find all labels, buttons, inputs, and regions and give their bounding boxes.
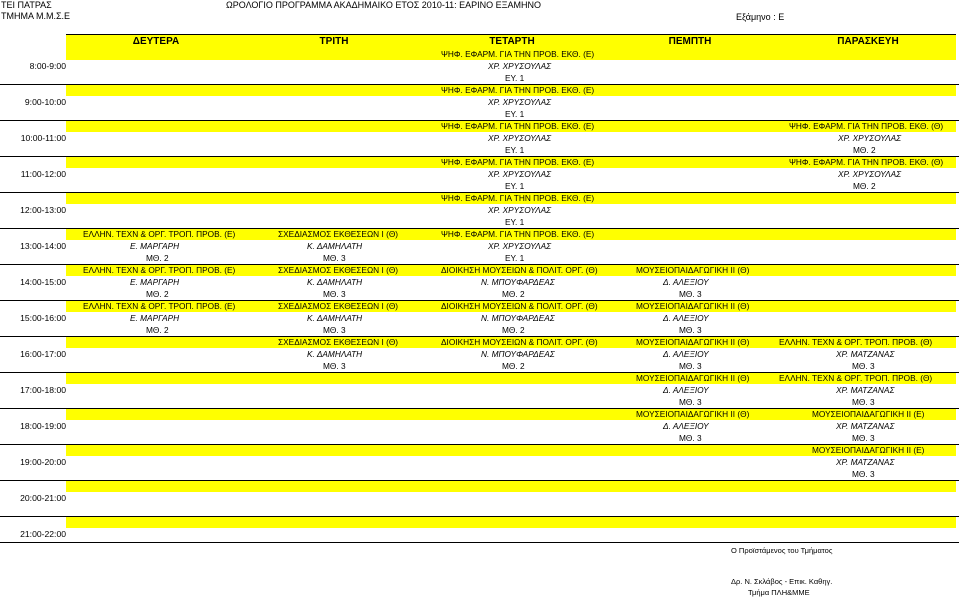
course-room: ΜΘ. 3 bbox=[679, 361, 702, 371]
course-instructor: ΧΡ. ΜΑΤΖΑΝΑΣ bbox=[836, 385, 895, 395]
course-instructor: ΧΡ. ΧΡΥΣΟΥΛΑΣ bbox=[488, 205, 552, 215]
course-room: ΜΘ. 2 bbox=[853, 181, 876, 191]
course-room: ΜΘ. 2 bbox=[502, 325, 525, 335]
course-room: ΕΥ. 1 bbox=[505, 73, 525, 83]
semester-label: Εξάμηνο : Ε bbox=[736, 12, 785, 22]
row-divider bbox=[0, 542, 959, 543]
course-instructor: Ε. ΜΑΡΓΑΡΗ bbox=[130, 313, 180, 323]
course-room: ΜΘ. 3 bbox=[852, 433, 875, 443]
course-room: ΜΘ. 3 bbox=[323, 361, 346, 371]
block-strip bbox=[66, 516, 956, 528]
course-title: ΜΟΥΣΕΙΟΠΑΙΔΑΓΩΓΙΚΗ ΙΙ (Θ) bbox=[636, 265, 750, 275]
course-title: ΨΗΦ. ΕΦΑΡΜ. ΓΙΑ ΤΗΝ ΠΡΟΒ. ΕΚΘ. (Θ) bbox=[789, 121, 944, 131]
course-title: ΨΗΦ. ΕΦΑΡΜ. ΓΙΑ ΤΗΝ ΠΡΟΒ. ΕΚΘ. (Ε) bbox=[441, 49, 595, 59]
course-instructor: Ν. ΜΠΟΥΦΑΡΔΕΑΣ bbox=[481, 349, 555, 359]
row-divider bbox=[0, 516, 959, 517]
course-instructor: ΧΡ. ΜΑΤΖΑΝΑΣ bbox=[836, 349, 895, 359]
time-slot: 9:00-10:00 bbox=[24, 97, 66, 107]
course-room: ΜΘ. 2 bbox=[146, 289, 169, 299]
course-instructor: Ν. ΜΠΟΥΦΑΡΔΕΑΣ bbox=[481, 277, 555, 287]
time-slot: 13:00-14:00 bbox=[20, 241, 66, 251]
time-slot: 19:00-20:00 bbox=[20, 457, 66, 467]
schedule-title: ΩΡΟΛΟΓΙΟ ΠΡΟΓΡΑΜΜΑ ΑΚΑΔΗΜΑΙΚΟ ΕΤΟΣ 2010-11: ΕΑΡΙΝΟ ΕΞΑΜΗΝΟ bbox=[226, 0, 542, 10]
time-slot: 11:00-12:00 bbox=[20, 169, 66, 179]
course-title: ΣΧΕΔΙΑΣΜΟΣ ΕΚΘΕΣΕΩΝ Ι (Θ) bbox=[278, 265, 399, 275]
course-instructor: Κ. ΔΑΜΗΛΑΤΗ bbox=[307, 313, 363, 323]
course-title: ΜΟΥΣΕΙΟΠΑΙΔΑΓΩΓΙΚΗ ΙΙ (Θ) bbox=[636, 337, 750, 347]
course-room: ΕΥ. 1 bbox=[505, 109, 525, 119]
course-title: ΣΧΕΔΙΑΣΜΟΣ ΕΚΘΕΣΕΩΝ Ι (Θ) bbox=[278, 337, 399, 347]
day-friday: ΠΑΡΑΣΚΕΥΗ bbox=[837, 36, 899, 47]
course-instructor: Ε. ΜΑΡΓΑΡΗ bbox=[130, 277, 180, 287]
course-room: ΜΘ. 3 bbox=[852, 397, 875, 407]
head-of-department-name: Δρ. Ν. Σκλάβος - Επικ. Καθηγ. bbox=[731, 577, 833, 586]
course-title: ΣΧΕΔΙΑΣΜΟΣ ΕΚΘΕΣΕΩΝ Ι (Θ) bbox=[278, 301, 399, 311]
course-title: ΨΗΦ. ΕΦΑΡΜ. ΓΙΑ ΤΗΝ ΠΡΟΒ. ΕΚΘ. (Ε) bbox=[441, 121, 595, 131]
course-title: ΕΛΛΗΝ. ΤΕΧΝ & ΟΡΓ. ΤΡΟΠ. ΠΡΟΒ. (Ε) bbox=[83, 301, 236, 311]
institution-name: ΤΕΙ ΠΑΤΡΑΣ bbox=[1, 0, 52, 10]
course-instructor: ΧΡ. ΜΑΤΖΑΝΑΣ bbox=[836, 421, 895, 431]
course-room: ΜΘ. 3 bbox=[323, 289, 346, 299]
course-instructor: Ν. ΜΠΟΥΦΑΡΔΕΑΣ bbox=[481, 313, 555, 323]
block-strip bbox=[66, 480, 956, 492]
course-instructor: ΧΡ. ΧΡΥΣΟΥΛΑΣ bbox=[488, 241, 552, 251]
course-instructor: Κ. ΔΑΜΗΛΑΤΗ bbox=[307, 277, 363, 287]
course-title: ΨΗΦ. ΕΦΑΡΜ. ΓΙΑ ΤΗΝ ΠΡΟΒ. ΕΚΘ. (Ε) bbox=[441, 229, 595, 239]
course-instructor: ΧΡ. ΧΡΥΣΟΥΛΑΣ bbox=[488, 97, 552, 107]
course-title: ΨΗΦ. ΕΦΑΡΜ. ΓΙΑ ΤΗΝ ΠΡΟΒ. ΕΚΘ. (Θ) bbox=[789, 157, 944, 167]
course-room: ΜΘ. 2 bbox=[146, 325, 169, 335]
course-title: ΜΟΥΣΕΙΟΠΑΙΔΑΓΩΓΙΚΗ ΙΙ (Ε) bbox=[812, 409, 925, 419]
day-wednesday: ΤΕΤΑΡΤΗ bbox=[489, 36, 535, 47]
course-title: ΨΗΦ. ΕΦΑΡΜ. ΓΙΑ ΤΗΝ ΠΡΟΒ. ΕΚΘ. (Ε) bbox=[441, 193, 595, 203]
course-instructor: ΧΡ. ΧΡΥΣΟΥΛΑΣ bbox=[838, 133, 902, 143]
time-slot: 12:00-13:00 bbox=[20, 205, 66, 215]
course-title: ΕΛΛΗΝ. ΤΕΧΝ & ΟΡΓ. ΤΡΟΠ. ΠΡΟΒ. (Ε) bbox=[83, 265, 236, 275]
day-header-bar bbox=[66, 34, 956, 48]
head-of-department-label: Ο Προϊστάμενος του Τμήματος bbox=[731, 546, 833, 555]
course-instructor: Κ. ΔΑΜΗΛΑΤΗ bbox=[307, 241, 363, 251]
course-instructor: Κ. ΔΑΜΗΛΑΤΗ bbox=[307, 349, 363, 359]
course-room: ΜΘ. 3 bbox=[679, 397, 702, 407]
course-title: ΨΗΦ. ΕΦΑΡΜ. ΓΙΑ ΤΗΝ ΠΡΟΒ. ΕΚΘ. (Ε) bbox=[441, 85, 595, 95]
time-slot: 10:00-11:00 bbox=[20, 133, 66, 143]
course-title: ΨΗΦ. ΕΦΑΡΜ. ΓΙΑ ΤΗΝ ΠΡΟΒ. ΕΚΘ. (Ε) bbox=[441, 157, 595, 167]
course-room: ΜΘ. 2 bbox=[502, 361, 525, 371]
course-instructor: Δ. ΑΛΕΞΙΟΥ bbox=[663, 385, 709, 395]
course-title: ΜΟΥΣΕΙΟΠΑΙΔΑΓΩΓΙΚΗ ΙΙ (Ε) bbox=[812, 445, 925, 455]
time-slot: 16:00-17:00 bbox=[20, 349, 66, 359]
course-title: ΔΙΟΙΚΗΣΗ ΜΟΥΣΕΙΩΝ & ΠΟΛΙΤ. ΟΡΓ. (Θ) bbox=[441, 265, 598, 275]
course-room: ΕΥ. 1 bbox=[505, 181, 525, 191]
course-room: ΕΥ. 1 bbox=[505, 217, 525, 227]
course-title: ΜΟΥΣΕΙΟΠΑΙΔΑΓΩΓΙΚΗ ΙΙ (Θ) bbox=[636, 373, 750, 383]
course-room: ΕΥ. 1 bbox=[505, 253, 525, 263]
course-room: ΜΘ. 2 bbox=[853, 145, 876, 155]
course-room: ΜΘ. 2 bbox=[146, 253, 169, 263]
course-room: ΕΥ. 1 bbox=[505, 145, 525, 155]
course-instructor: ΧΡ. ΧΡΥΣΟΥΛΑΣ bbox=[488, 133, 552, 143]
day-thursday: ΠΕΜΠΤΗ bbox=[668, 36, 712, 47]
course-title: ΔΙΟΙΚΗΣΗ ΜΟΥΣΕΙΩΝ & ΠΟΛΙΤ. ΟΡΓ. (Θ) bbox=[441, 337, 598, 347]
course-room: ΜΘ. 2 bbox=[502, 289, 525, 299]
day-monday: ΔΕΥΤΕΡΑ bbox=[132, 36, 180, 47]
course-title: ΜΟΥΣΕΙΟΠΑΙΔΑΓΩΓΙΚΗ ΙΙ (Θ) bbox=[636, 409, 750, 419]
course-instructor: Δ. ΑΛΕΞΙΟΥ bbox=[663, 421, 709, 431]
course-title: ΜΟΥΣΕΙΟΠΑΙΔΑΓΩΓΙΚΗ ΙΙ (Θ) bbox=[636, 301, 750, 311]
row-divider bbox=[0, 480, 959, 481]
course-instructor: ΧΡ. ΧΡΥΣΟΥΛΑΣ bbox=[488, 169, 552, 179]
time-slot: 20:00-21:00 bbox=[20, 493, 66, 503]
head-of-department-unit: Τμήμα ΠΛΗ&ΜΜΕ bbox=[748, 588, 810, 597]
course-title: ΔΙΟΙΚΗΣΗ ΜΟΥΣΕΙΩΝ & ΠΟΛΙΤ. ΟΡΓ. (Θ) bbox=[441, 301, 598, 311]
time-slot: 18:00-19:00 bbox=[20, 421, 66, 431]
course-instructor: Δ. ΑΛΕΞΙΟΥ bbox=[663, 313, 709, 323]
course-instructor: ΧΡ. ΧΡΥΣΟΥΛΑΣ bbox=[488, 61, 552, 71]
time-slot: 15:00-16:00 bbox=[20, 313, 66, 323]
course-room: ΜΘ. 3 bbox=[323, 325, 346, 335]
time-slot: 17:00-18:00 bbox=[20, 385, 66, 395]
course-title: ΕΛΛΗΝ. ΤΕΧΝ & ΟΡΓ. ΤΡΟΠ. ΠΡΟΒ. (Θ) bbox=[779, 373, 933, 383]
time-slot: 8:00-9:00 bbox=[29, 61, 66, 71]
time-slot: 14:00-15:00 bbox=[20, 277, 66, 287]
course-title: ΣΧΕΔΙΑΣΜΟΣ ΕΚΘΕΣΕΩΝ Ι (Θ) bbox=[278, 229, 399, 239]
course-instructor: Δ. ΑΛΕΞΙΟΥ bbox=[663, 349, 709, 359]
course-title: ΕΛΛΗΝ. ΤΕΧΝ & ΟΡΓ. ΤΡΟΠ. ΠΡΟΒ. (Θ) bbox=[779, 337, 933, 347]
time-slot: 21:00-22:00 bbox=[20, 529, 66, 539]
day-tuesday: ΤΡΙΤΗ bbox=[319, 36, 349, 47]
course-room: ΜΘ. 3 bbox=[679, 325, 702, 335]
course-room: ΜΘ. 3 bbox=[323, 253, 346, 263]
department-name: ΤΜΗΜΑ Μ.Μ.Σ.Ε bbox=[1, 11, 71, 21]
course-instructor: ΧΡ. ΜΑΤΖΑΝΑΣ bbox=[836, 457, 895, 467]
course-room: ΜΘ. 3 bbox=[852, 361, 875, 371]
course-room: ΜΘ. 3 bbox=[679, 289, 702, 299]
course-room: ΜΘ. 3 bbox=[679, 433, 702, 443]
course-room: ΜΘ. 3 bbox=[852, 469, 875, 479]
course-instructor: ΧΡ. ΧΡΥΣΟΥΛΑΣ bbox=[838, 169, 902, 179]
course-title: ΕΛΛΗΝ. ΤΕΧΝ & ΟΡΓ. ΤΡΟΠ. ΠΡΟΒ. (Ε) bbox=[83, 229, 236, 239]
course-instructor: Ε. ΜΑΡΓΑΡΗ bbox=[130, 241, 180, 251]
course-instructor: Δ. ΑΛΕΞΙΟΥ bbox=[663, 277, 709, 287]
